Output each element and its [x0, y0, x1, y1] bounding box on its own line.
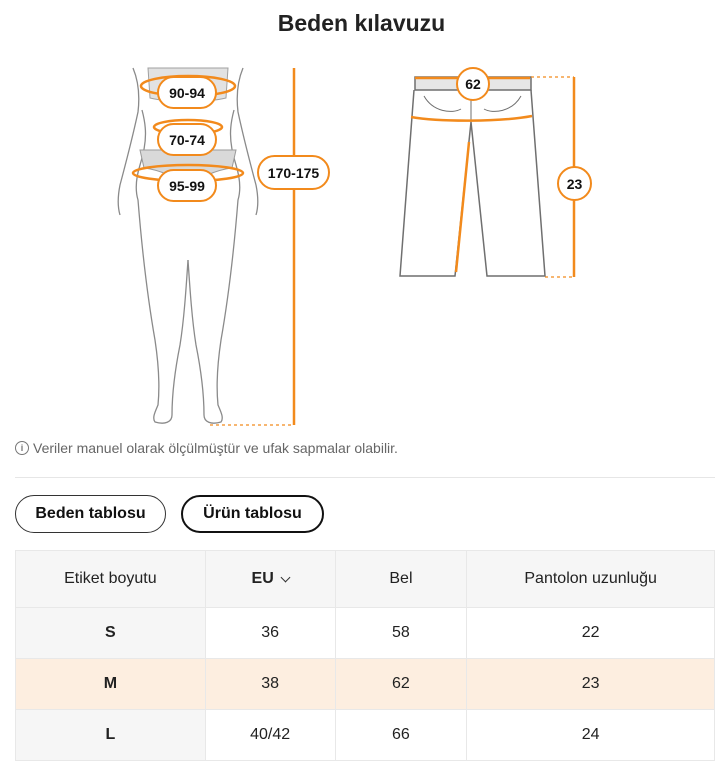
- row-length-value: 24: [467, 710, 715, 761]
- body-measure-lines: [133, 68, 294, 425]
- pants-waist-badge: 62: [456, 67, 490, 101]
- measurement-figure: [0, 60, 723, 430]
- size-table: [15, 550, 715, 761]
- header-size-label: Etiket boyutu: [16, 551, 206, 608]
- row-waist-value: 66: [335, 710, 467, 761]
- height-badge: 170-175: [257, 155, 330, 190]
- row-waist-value: 58: [335, 608, 467, 659]
- header-waist: Bel: [335, 551, 467, 608]
- measurement-note: [15, 440, 398, 456]
- header-length: Pantolon uzunluğu: [467, 551, 715, 608]
- row-size-label: L: [16, 710, 206, 761]
- page-title: Beden kılavuzu: [277, 10, 446, 36]
- waist-badge: 70-74: [157, 123, 217, 156]
- chevron-down-icon: [280, 572, 290, 582]
- row-eu-value: 36: [205, 608, 335, 659]
- table-row: [16, 608, 715, 659]
- row-length-value: 23: [467, 659, 715, 710]
- row-eu-value: 40/42: [205, 710, 335, 761]
- row-waist-value: 62: [335, 659, 467, 710]
- bust-badge: 90-94: [157, 76, 217, 109]
- row-length-value: 22: [467, 608, 715, 659]
- tab-size-chart[interactable]: Beden tablosu: [15, 495, 166, 533]
- header-region: [205, 551, 335, 608]
- tab-product-chart[interactable]: Ürün tablosu: [181, 495, 324, 533]
- region-label: EU: [251, 570, 274, 587]
- table-row: [16, 710, 715, 761]
- pants-length-badge: 23: [557, 166, 592, 201]
- row-size-label: M: [16, 659, 206, 710]
- body-silhouette: [118, 68, 258, 423]
- region-selector[interactable]: [252, 570, 289, 588]
- note-text: Veriler manuel olarak ölçülmüştür ve ufak sapmalar olabilir.: [33, 440, 398, 456]
- info-icon: i: [15, 441, 29, 455]
- row-eu-value: 38: [205, 659, 335, 710]
- pants-measure-lines: [411, 77, 574, 277]
- hips-badge: 95-99: [157, 169, 217, 202]
- row-size-label: S: [16, 608, 206, 659]
- section-divider: [15, 477, 715, 478]
- table-row-highlighted: [16, 659, 715, 710]
- figure-illustration: [0, 60, 723, 430]
- pants-illustration: [400, 77, 545, 276]
- table-header-row: [16, 551, 715, 608]
